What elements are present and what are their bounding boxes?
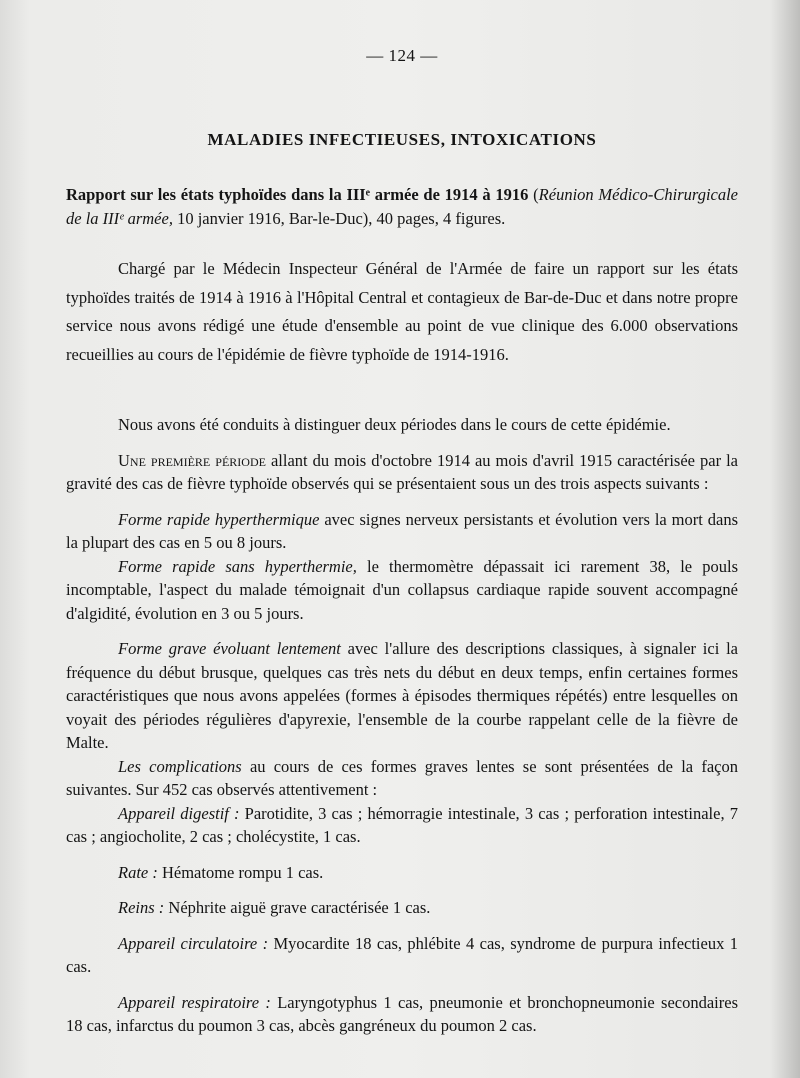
- paragraph-reins: [66, 896, 738, 920]
- respiratoire-label: Appareil respiratoire :: [118, 992, 271, 1012]
- respiratoire-text: Laryngotyphus 1 cas, pneumonie et bronchopneumonie secondaires 18 cas, infarctus du poumon 3 cas, abcès gangréneux du poumon 2 cas.: [66, 992, 739, 1035]
- reference-title: Rapport sur les états typhoïdes dans la IIIᵉ armée de 1914 à 1916: [66, 185, 529, 204]
- reins-text: Néphrite aiguë grave caractérisée 1 cas.: [164, 898, 431, 917]
- first-period-label: Une première période: [118, 450, 266, 470]
- paragraph-first-period: [66, 449, 738, 496]
- forme-3-label: Forme grave évoluant lentement: [118, 639, 341, 658]
- digestif-text: Parotidite, 3 cas ; hémorragie intestinale, 3 cas ; perforation intestinale, 7 cas ; angiocholite, 2 cas ; cholécystite, 1 cas.: [66, 803, 738, 846]
- reference-details: 10 janvier 1916, Bar-le-Duc), 40 pages, 4 figures.: [172, 209, 506, 228]
- reference-paren: (: [528, 185, 539, 204]
- forme-1-text: avec signes nerveux persistants et évolution vers la mort dans la plupart des cas en 5 ou 8 jours.: [66, 509, 738, 552]
- paragraph-periods: Nous avons été conduits à distinguer deux périodes dans le cours de cette épidémie.: [118, 415, 671, 434]
- reins-label: Reins :: [118, 898, 165, 917]
- forme-3-text: avec l'allure des descriptions classiques, à signaler ici la fréquence du début brusque, quelques cas très nets du début en deux temps, enfin certaines formes caractéristiques que nous avons appelées (formes à épisodes thermiques répétés) entre lesquelles on voyait des périodes régulières d'apyrexie, l'ensemble de la courbe rappelant celle de la fièvre de Malte.: [66, 639, 738, 752]
- forme-2-label: Forme rapide sans hyperthermie,: [118, 556, 357, 576]
- bibliographic-reference: [66, 183, 738, 231]
- paragraph-appareil-digestif: [66, 802, 738, 849]
- page-number: — 124 —: [366, 46, 438, 65]
- rate-label: Rate :: [118, 862, 158, 882]
- complications-label: Les complications: [118, 756, 242, 776]
- paragraph-appareil-respiratoire: [66, 991, 738, 1038]
- section-title: MALADIES INFECTIEUSES, INTOXICATIONS: [207, 130, 597, 149]
- paragraph-complications: [66, 755, 738, 802]
- forme-2-text: le thermomètre dépassait ici rarement 38, le pouls incomptable, l'aspect du malade témoignait d'un collapsus cardiaque rapide souvent accompagné d'algidité, évolution en 3 ou 5 jours.: [66, 556, 738, 623]
- paragraph-forme-2: [66, 555, 738, 626]
- rate-text: Hématome rompu 1 cas.: [157, 862, 324, 882]
- forme-1-label: Forme rapide hyperthermique: [118, 509, 320, 529]
- paragraph-rate: [66, 861, 738, 885]
- paragraph-forme-3: [66, 637, 738, 755]
- paragraph-intro: Chargé par le Médecin Inspecteur Général de l'Armée de faire un rapport sur les états typhoïdes traités de 1914 à 1916 à l'Hôpital Central et contagieux de Bar-de-Duc et dans notre propre service nous avons rédigé une étude d'ensemble au point de vue clinique des 6.000 observations recueillies au cours de l'épidémie de fièvre typhoïde de 1914-1916.: [66, 259, 738, 364]
- complications-text: au cours de ces formes graves lentes se sont présentées de la façon suivantes. Sur 452 cas observés attentivement :: [66, 756, 738, 799]
- paragraph-appareil-circulatoire: [66, 932, 738, 979]
- first-period-text: allant du mois d'octobre 1914 au mois d'avril 1915 caractérisée par la gravité des cas de fièvre typhoïde observés qui se présentaient sous un des trois aspects suivants :: [66, 450, 738, 493]
- digestif-label: Appareil digestif :: [118, 803, 240, 823]
- paragraph-forme-1: [66, 508, 738, 555]
- circulatoire-text: Myocardite 18 cas, phlébite 4 cas, syndrome de purpura infectieux 1 cas.: [66, 933, 738, 976]
- circulatoire-label: Appareil circulatoire :: [118, 933, 269, 953]
- reference-venue: Réunion Médico-Chirurgicale de la IIIᵉ armée,: [66, 185, 739, 228]
